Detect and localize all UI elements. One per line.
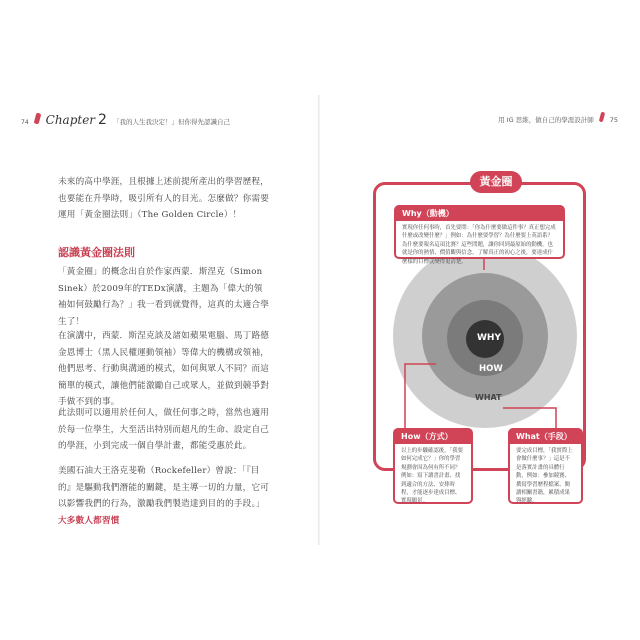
- paragraph: 未來的高中學涯，且根據上述前提所產出的學習歷程，也要能在升學時，吸引所有人的目光。怎麼做？你需要運用「黃金圈法則」（The Golden Circle）！: [58, 177, 270, 220]
- highlight-text: 大多數人都習慣: [58, 515, 120, 526]
- right-page-number: 75: [609, 116, 618, 124]
- paragraph: 此法則可以適用於任何人，做任何事之時，當然也適用於每一位學生，大至活出特別而超凡的生命、設定自己的學涯，小到完成一個自學計畫，都能受惠於此。: [58, 408, 270, 451]
- right-running-title: 用 IG 思維，做自己的學涯設計師: [498, 116, 594, 124]
- how-box: [393, 428, 473, 504]
- diagram-title: 黃金圈: [470, 171, 522, 193]
- why-heading: Why（動機）: [396, 207, 563, 221]
- left-page-number: 74: [21, 119, 29, 126]
- section-title: 認識黃金圈法則: [58, 246, 135, 259]
- left-running-title: 「我的人生我決定！」但你得先認識自己: [112, 118, 230, 126]
- what-heading: What（手段）: [510, 430, 581, 444]
- chapter-number: 2: [98, 112, 107, 128]
- how-heading: How（方式）: [395, 430, 471, 444]
- paragraph: 在演講中，西蒙．斯涅克談及諸如蘋果電腦、馬丁路德金恩博士（黑人民權運動領袖）等偉大的機構或領袖，他們思考、行動與溝通的模式，如何與眾人不同？而這簡單的模式，讓他們能激勵自己或眾人，並做到競爭對手做不到的事。: [58, 331, 270, 407]
- paragraph: 「黃金圈」的概念出自於作家西蒙．斯涅克（Simon Sinek）於2009年的TEDx演講，主題為「偉大的領袖如何鼓勵行為？」我一看到就覺得，這真的太適合學生了！: [58, 267, 270, 327]
- how-label: HOW: [479, 364, 503, 374]
- quote-text: 美國石油大王洛克斐勒（Rockefeller）曾說：「『目的』是驅動我們潛能的關鍵，是主導一切的力量，它可以影響我們的行為，激勵我們製造達到目的的手段。」: [58, 466, 270, 509]
- how-text: 以上的步驟確認後，「我要如何完成它？」你的學習規劃會因為何有所不同？例如：寫下讀書計畫、找到適合的方法、安排時程，才能逐步達成目標、實現願景。: [401, 448, 463, 505]
- what-box: [508, 428, 583, 504]
- why-text: 實現你任何事時，首先要問：「你為什麼要做這件事？真正想完成什麼或改變什麼？」例如：為什麼要學習？為什麼要上英語系？為什麼要報名這項比賽？這些問題，讓你回到最原始的動機，也就是你的熱情、價值觀與信念，了解真正的初心之後，要達成什麼樣的目標就變得更清楚。: [402, 225, 556, 265]
- what-label: WHAT: [475, 393, 502, 402]
- chapter-label: Chapter: [45, 113, 96, 127]
- why-box: [394, 205, 565, 265]
- why-label: WHY: [477, 333, 501, 343]
- what-text: 要完成目標，「我實際上會做什麼事？」這是不是落實計畫的具體行動，例如：參加競賽、撰寫學習歷程檔案、閱讀相關書籍，累積成果與經驗。: [516, 448, 573, 505]
